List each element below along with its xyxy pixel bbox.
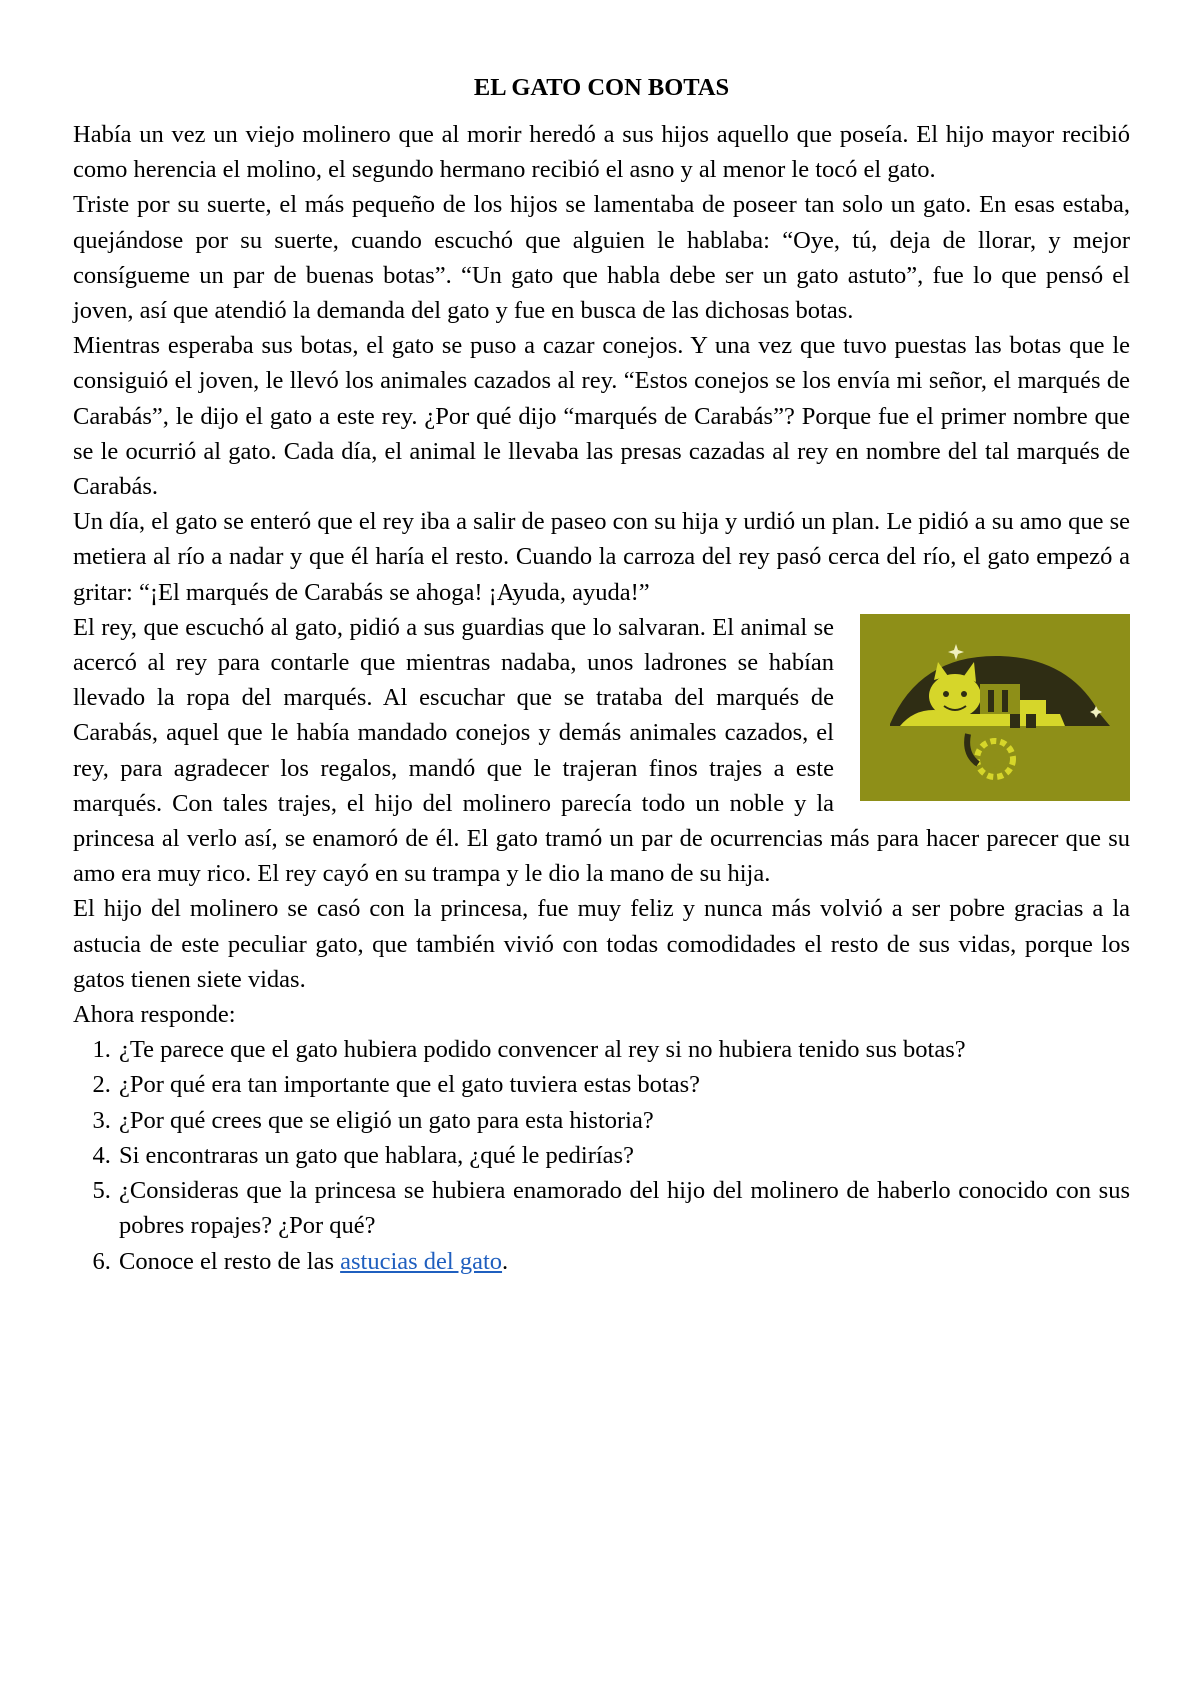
paragraph-4: Un día, el gato se enteró que el rey iba a salir de paseo con su hija y urdió un plan. Le pidió a su amo que se metiera al río a nadar y que él haría el resto. Cuando la carroza del rey pasó cerca del río, el gato empezó a gritar: “¡El marqués de Carabás se ahoga! ¡Ayuda, ayuda!” [73, 508, 1130, 606]
paragraph-3: Mientras esperaba sus botas, el gato se puso a cazar conejos. Y una vez que tuvo puestas las botas que le consiguió el joven, le llevó los animales cazados al rey. “Estos conejos se los envía mi señor, el marqués de Carabás”, le dijo el gato a este rey. ¿Por qué dijo “marqués de Carabás”? Porque fue el primer nombre que se le ocurrió al gato. Cada día, el animal le llevaba las presas cazadas al rey en nombre del tal marqués de Carabás. [73, 332, 1130, 501]
paragraph-2: Triste por su suerte, el más pequeño de los hijos se lamentaba de poseer tan solo un gato. En esas estaba, quejándose por su suerte, cuando escuchó que alguien le hablaba: “Oye, tú, deja de llorar, y mejor consígueme un par de buenas botas”. “Un gato que habla debe ser un gato astuto”, fue lo que pensó el joven, así que atendió la demanda del gato y fue en busca de las dichosas botas. [73, 191, 1130, 325]
cat-illustration [860, 614, 1130, 801]
questions-prompt: Ahora responde: [73, 1001, 236, 1029]
question-5: 5. ¿Consideras que la princesa se hubiera enamorado del hijo del molinero de haberlo conocido con sus pobres ropajes? ¿Por qué? [117, 1173, 1130, 1243]
document-title: EL GATO CON BOTAS [473, 74, 730, 101]
astucias-link[interactable]: astucias del gato [340, 1247, 503, 1275]
paragraph-6: El hijo del molinero se casó con la princesa, fue muy feliz y nunca más volvió a ser pobre gracias a la astucia de este peculiar gato, que también vivió con todas comodidades el resto de sus vidas, porque los gatos tienen siete vidas. [73, 895, 1130, 993]
question-3: 3. ¿Por qué crees que se eligió un gato para esta historia? [117, 1103, 1130, 1138]
cat-illustration-graphic [860, 614, 1130, 801]
question-6-suffix: . [502, 1247, 509, 1275]
paragraph-5: El rey, que escuchó al gato, pidió a sus guardias que lo salvaran. El animal se acercó al rey para contarle que mientras nadaba, unos ladrones se habían llevado la ropa del marqués. Al escuchar que se trataba del marqués de Carabás, aquel que le había mandado conejos y demás animales cazados, el rey, para agradecer los regalos, mandó que le trajeran finos trajes a este marqués. Con tales trajes, el hijo del molinero parecía todo un noble y la princesa al verlo así, se enamoró de él. El gato tramó un par de ocurrencias más para hacer parecer que su amo era muy rico. El rey cayó en su trampa y le dio la mano de su hija. [73, 613, 1130, 888]
question-6 [117, 1244, 1130, 1279]
question-1: 1. ¿Te parece que el gato hubiera podido convencer al rey si no hubiera tenido sus botas? [117, 1032, 1130, 1067]
question-2: 2. ¿Por qué era tan importante que el gato tuviera estas botas? [117, 1067, 1130, 1102]
paragraph-1: Había un vez un viejo molinero que al morir heredó a sus hijos aquello que poseía. El hijo mayor recibió como herencia el molino, el segundo hermano recibió el asno y al menor le tocó el gato. [73, 121, 1130, 184]
document-page [73, 70, 1130, 1279]
question-4: 4. Si encontraras un gato que hablara, ¿qué le pedirías? [117, 1138, 1130, 1173]
question-6-prefix: Conoce el resto de las [119, 1247, 341, 1275]
questions-list [73, 1032, 1130, 1278]
